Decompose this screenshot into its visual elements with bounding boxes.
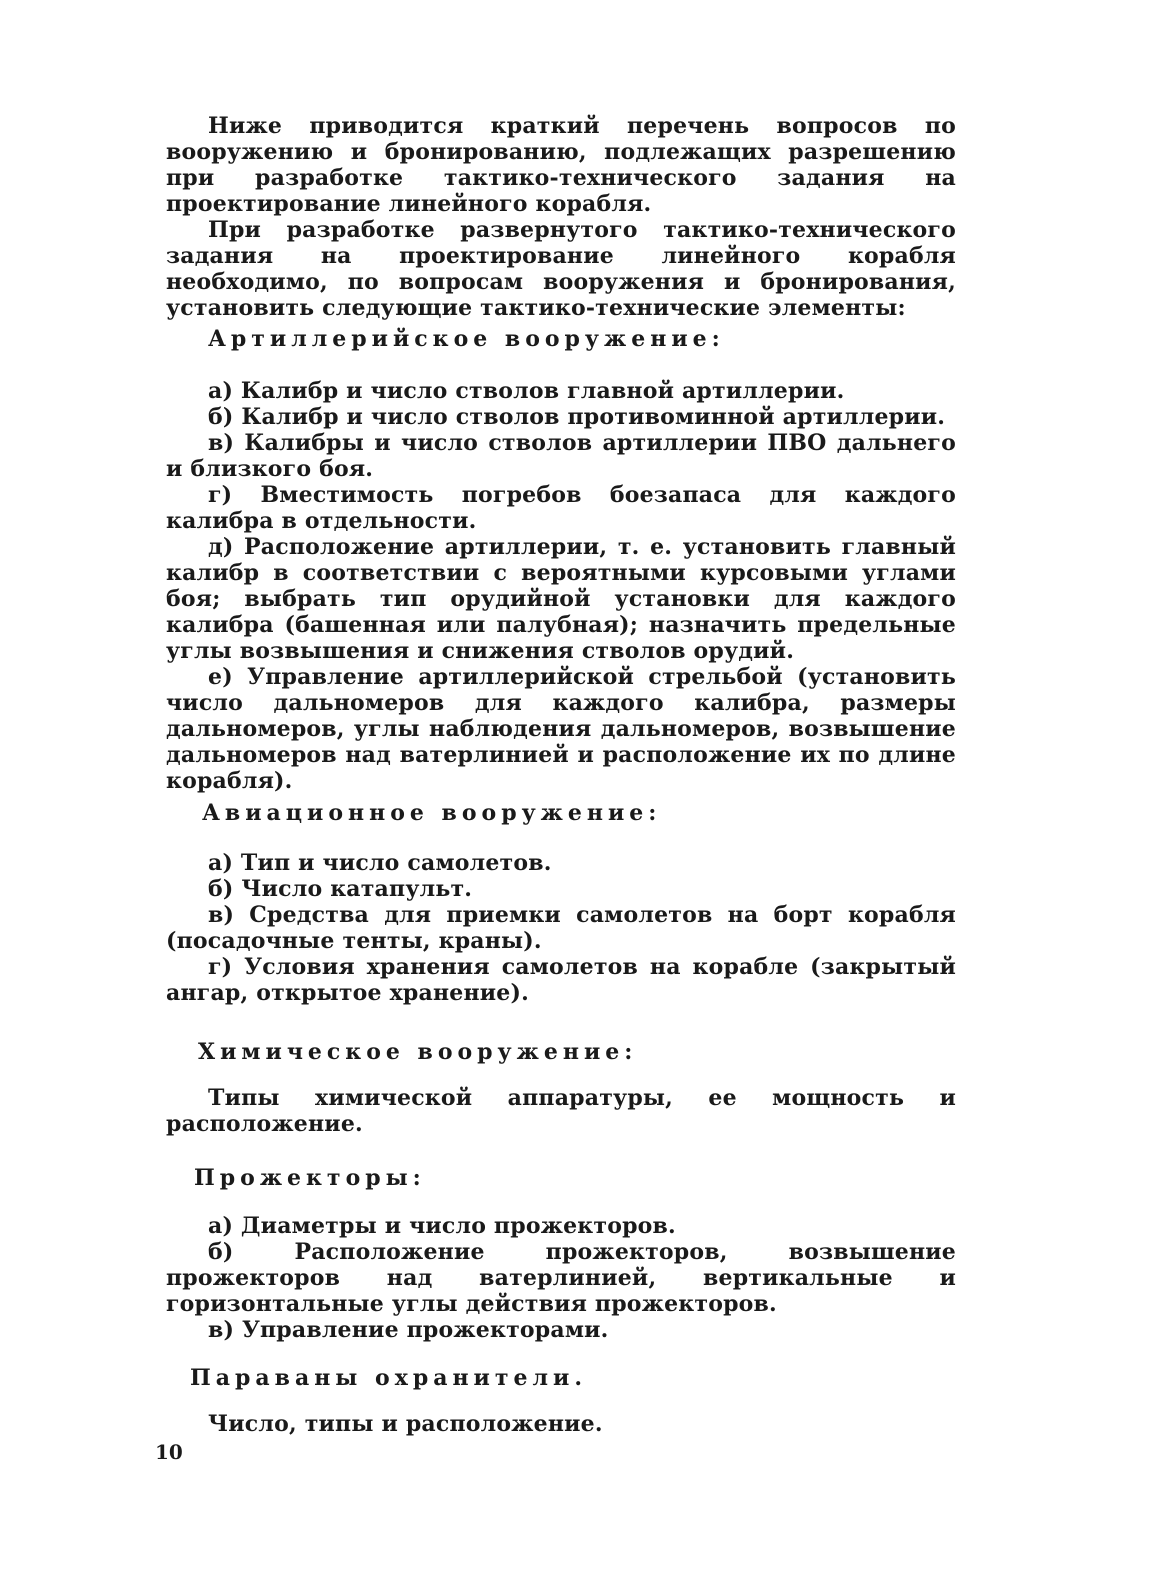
aviation-item-b: б) Число катапульт. — [208, 876, 473, 902]
searchlights-item-a: а) Диаметры и число прожекторов. — [208, 1213, 676, 1239]
page-number: 10 — [155, 1440, 183, 1464]
intro-paragraph-2: При разработке развернутого тактико-технического задания на проектирование линейного корабля необходимо, по вопросам вооружения и бронирования, установить следующие тактико-технические элементы: — [166, 217, 956, 321]
searchlights-section — [166, 1165, 956, 1343]
paravanes-section — [166, 1365, 956, 1437]
artillery-item-v: в) Калибры и число стволов артиллерии ПВО дальнего и близкого боя. — [166, 430, 956, 482]
artillery-item-d: д) Расположение артиллерии, т. е. установить главный калибр в соответствии с вероятными курсовыми углами боя; выбрать тип орудийной установки для каждого калибра (башенная или палубная); назначить предельные углы возвышения и снижения стволов орудий. — [166, 534, 956, 664]
artillery-section — [166, 326, 956, 794]
searchlights-item-b: б) Расположение прожекторов, возвышение прожекторов над ватерлинией, вертикальные и горизонтальные углы действия прожекторов. — [166, 1239, 956, 1317]
chemical-heading: Химическое вооружение: — [198, 1039, 638, 1065]
chemical-text: Типы химической аппаратуры, ее мощность и расположение. — [166, 1085, 956, 1137]
chemical-section — [166, 1039, 956, 1137]
artillery-heading: Артиллерийское вооружение: — [208, 326, 725, 352]
paravanes-text: Число, типы и расположение. — [208, 1411, 603, 1437]
artillery-item-e: е) Управление артиллерийской стрельбой (установить число дальномеров для каждого калибра, размеры дальномеров, углы наблюдения дальномеров, возвышение дальномеров над ватерлинией и расположение их по длине корабля). — [166, 664, 956, 794]
paravanes-heading: Параваны охранители. — [190, 1365, 587, 1391]
aviation-section — [166, 800, 956, 1006]
aviation-heading: Авиационное вооружение: — [202, 800, 662, 826]
searchlights-heading: Прожекторы: — [194, 1165, 426, 1191]
artillery-item-g: г) Вместимость погребов боезапаса для каждого калибра в отдельности. — [166, 482, 956, 534]
artillery-item-b: б) Калибр и число стволов противоминной артиллерии. — [208, 404, 946, 430]
aviation-item-a: а) Тип и число самолетов. — [208, 850, 552, 876]
artillery-item-a: а) Калибр и число стволов главной артиллерии. — [208, 378, 845, 404]
intro-section — [166, 113, 956, 321]
aviation-item-v: в) Средства для приемки самолетов на борт корабля (посадочные тенты, краны). — [166, 902, 956, 954]
searchlights-item-v: в) Управление прожекторами. — [208, 1317, 609, 1343]
aviation-item-g: г) Условия хранения самолетов на корабле (закрытый ангар, открытое хранение). — [166, 954, 956, 1006]
intro-paragraph-1: Ниже приводится краткий перечень вопросов по вооружению и бронированию, подлежащих разрешению при разработке тактико-технического задания на проектирование линейного корабля. — [166, 113, 956, 217]
